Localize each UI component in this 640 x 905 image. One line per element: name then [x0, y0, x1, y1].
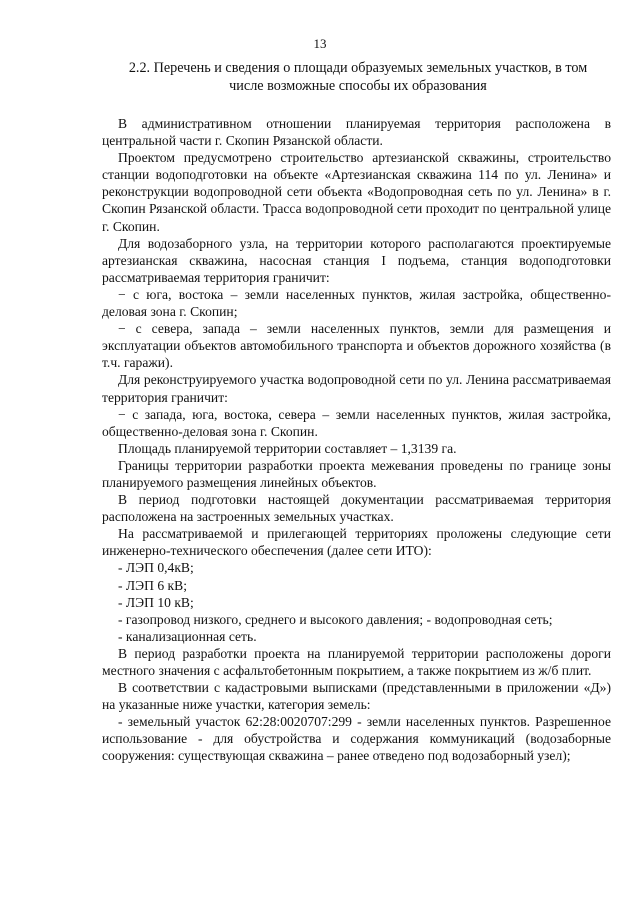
section-heading: 2.2. Перечень и сведения о площади образуемых земельных участков, в том числе возможные способы их образования	[128, 60, 588, 94]
list-item: - канализационная сеть.	[118, 628, 257, 644]
paragraph: В период подготовки настоящей документации рассматриваемая территория расположена на застроенных земельных участках.	[102, 492, 611, 525]
paragraph: В административном отношении планируемая территория расположена в центральной части г. Скопин Рязанской области.	[102, 116, 611, 149]
list-item: - земельный участок 62:28:0020707:299 - земли населенных пунктов. Разрешенное использование - для обустройства и содержания коммуникаций (водозаборные сооружения: существующая скважина – ранее отведено под водозаборный узел);	[102, 714, 611, 764]
paragraph: На рассматриваемой и прилегающей территориях проложены следующие сети инженерно-технического обеспечения (далее сети ИТО):	[102, 526, 611, 559]
list-item: − с севера, запада – земли населенных пунктов, земли для размещения и эксплуатации объектов автомобильного транспорта и объектов дорожного хозяйства (в т.ч. гаражи).	[102, 321, 611, 371]
list-item: - ЛЭП 0,4кВ;	[118, 560, 194, 576]
paragraph: Для реконструируемого участка водопроводной сети по ул. Ленина рассматриваемая территория граничит:	[102, 372, 611, 405]
paragraph: Для водозаборного узла, на территории которого располагаются проектируемые артезианская скважина, насосная станция I подъема, станция водоподготовки рассматриваемая территория граничит:	[102, 235, 611, 285]
list-item: − с запада, юга, востока, севера – земли населенных пунктов, жилая застройка, общественно-деловая зона г. Скопин.	[102, 406, 611, 439]
paragraph: Площадь планируемой территории составляет – 1,3139 га.	[118, 440, 457, 456]
paragraph: В период разработки проекта на планируемой территории расположены дороги местного значения с асфальтобетонным покрытием, а также покрытием из ж/б плит.	[102, 645, 611, 678]
list-item: - газопровод низкого, среднего и высокого давления; - водопроводная сеть;	[118, 611, 553, 627]
document-body	[102, 115, 611, 765]
list-item: - ЛЭП 6 кВ;	[118, 577, 187, 593]
page-number: 13	[313, 36, 327, 51]
list-item: - ЛЭП 10 кВ;	[118, 594, 194, 610]
paragraph: Границы территории разработки проекта межевания проведены по границе зоны планируемого размещения линейных объектов.	[102, 457, 611, 490]
paragraph: В соответствии с кадастровыми выписками (представленными в приложении «Д») на указанные ниже участки, категория земель:	[102, 680, 611, 713]
list-item: − с юга, востока – земли населенных пунктов, жилая застройка, общественно-деловая зона г. Скопин;	[102, 286, 611, 320]
paragraph: Проектом предусмотрено строительство артезианской скважины, строительство станции водоподготовки на объекте «Артезианская скважина 114 по ул. Ленина» и реконструкции водопроводной сети объекта «Водопроводная сеть по ул. Ленина» в г. Скопин Рязанской области. Трасса водопроводной сети проходит по центральной улице г. Скопин.	[102, 150, 611, 234]
